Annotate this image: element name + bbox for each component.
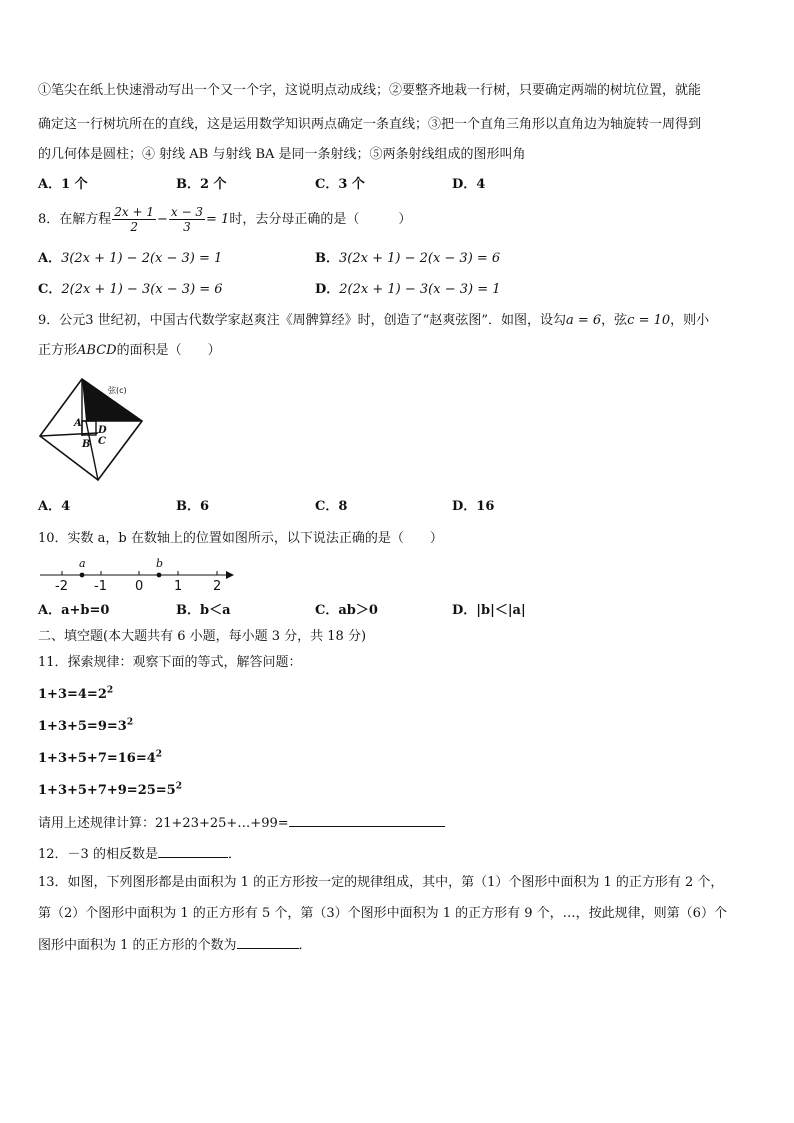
q9-option-a: A．4	[38, 499, 71, 514]
q13-end: ．	[298, 938, 312, 953]
q8-option-a-expr: 3(2x + 1) − 2(x − 3) = 1	[61, 251, 223, 266]
q11-eq-4-exp: 2	[175, 781, 182, 792]
q8-option-c-expr: 2(2x + 1) − 3(x − 3) = 6	[61, 282, 223, 297]
label-a: A	[74, 418, 82, 429]
q8-eq-rest: = 1	[206, 212, 230, 227]
q8-fraction-2	[169, 205, 205, 234]
q11-eq-1-exp: 2	[106, 685, 114, 696]
q10-stem: 10．实数 a，b 在数轴上的位置如图所示，以下说法正确的是（ ）	[38, 531, 443, 546]
q11-eq-3-lhs: 1+3+5+7=16=4	[38, 751, 156, 766]
q9-option-c: C．8	[315, 499, 348, 514]
q8-option-c	[38, 281, 223, 299]
q8-option-d-label: D．	[315, 282, 340, 297]
q8-option-d-expr: 2(2x + 1) − 3(x − 3) = 1	[339, 282, 501, 297]
q7-option-b: B．2 个	[176, 177, 227, 192]
q11-eq-1	[38, 686, 113, 704]
point-a	[80, 573, 85, 578]
q12-text: 12．－3 的相反数是	[38, 847, 158, 862]
q7-option-c: C．3 个	[315, 177, 365, 192]
q11-eq-3-exp: 2	[155, 749, 163, 760]
q8-option-a	[38, 250, 222, 268]
q9-option-d: D．16	[452, 499, 495, 514]
q11-ask	[38, 814, 445, 833]
q9-abcd: ABCD	[77, 343, 117, 358]
q8-suffix: 时，去分母正确的是（ ）	[229, 212, 412, 227]
q8-option-a-label: A．	[38, 251, 62, 266]
q11-eq-1-lhs: 1+3=4=2	[38, 687, 107, 702]
q11-title: 11．探索规律：观察下面的等式，解答问题：	[38, 655, 302, 670]
q13-answer-blank[interactable]	[237, 936, 299, 949]
q7-line1: ①笔尖在纸上快速滑动写出一个又一个字，这说明点动成线；②要整齐地栽一行树，只要确定两端的树坑位置，就能	[38, 83, 702, 98]
tick-label--2: -2	[55, 579, 68, 594]
q11-eq-4	[38, 782, 182, 800]
q11-ask-text: 请用上述规律计算：21+23+25+…+99=	[38, 816, 289, 831]
q7-option-d: D．4	[452, 177, 486, 192]
point-b-label: b	[156, 557, 164, 570]
q9-line2	[38, 342, 221, 360]
q11-eq-3	[38, 750, 162, 768]
q8-stem	[38, 204, 411, 236]
q12-stem	[38, 845, 241, 864]
q7-line3: 的几何体是圆柱；④ 射线 AB 与射线 BA 是同一条射线；⑤两条射线组成的图形叫角	[38, 147, 526, 162]
q11-eq-2-exp: 2	[126, 717, 134, 728]
section-2-heading: 二、填空题(本大题共有 6 小题，每小题 3 分，共 18 分)	[38, 629, 367, 644]
point-b	[157, 573, 162, 578]
zhao-shuang-diagram	[38, 376, 148, 482]
q11-eq-4-lhs: 1+3+5+7+9=25=5	[38, 783, 176, 798]
tick-label-2: 2	[213, 579, 222, 594]
label-d: D	[98, 425, 107, 436]
number-line-arrow	[226, 571, 234, 579]
q9-a-eq: a = 6	[565, 313, 602, 328]
q10-option-c: C．ab＞0	[315, 603, 378, 618]
q9-line1	[38, 312, 709, 330]
q10-option-a: A．a+b=0	[38, 603, 110, 618]
q13-line3	[38, 936, 312, 955]
q12-end: ．	[227, 847, 241, 862]
label-c: C	[98, 436, 106, 447]
q9-line1-b: ，弦	[601, 313, 628, 328]
q11-eq-2	[38, 718, 133, 736]
q13-line1: 13．如图，下列图形都是由面积为 1 的正方形按一定的规律组成，其中，第（1）个图形中面积为 1 的正方形有 2 个，	[38, 875, 724, 890]
q8-option-d	[315, 281, 501, 299]
q8-frac1-num: 2x + 1	[114, 205, 155, 219]
q8-frac2-num: x − 3	[170, 205, 204, 219]
label-chord: 弦(c)	[108, 386, 127, 395]
q8-frac1-den: 2	[130, 220, 138, 234]
q13-line2: 第（2）个图形中面积为 1 的正方形有 5 个，第（3）个图形中面积为 1 的正方形有 9 个，…，按此规律，则第（6）个	[38, 906, 727, 921]
q11-eq-2-lhs: 1+3+5=9=3	[38, 719, 127, 734]
q9-c-eq: c = 10	[627, 313, 671, 328]
q10-option-d: D．|b|＜|a|	[452, 603, 526, 618]
q8-prefix: 8．在解方程	[38, 212, 112, 227]
label-b: B	[82, 439, 91, 450]
q11-answer-blank[interactable]	[289, 814, 445, 827]
point-a-label: a	[79, 557, 86, 570]
number-line	[38, 556, 238, 596]
q9-line2-a: 正方形	[38, 343, 78, 358]
q10-option-b: B．b＜a	[176, 603, 231, 618]
q8-option-b-expr: 3(2x + 1) − 2(x − 3) = 6	[339, 251, 501, 266]
q8-fraction-1	[112, 205, 156, 234]
q9-line1-c: ，则小	[670, 313, 710, 328]
q8-option-c-label: C．	[38, 282, 62, 297]
q9-line1-a: 9．公元3 世纪初，中国古代数学家赵爽注《周髀算经》时，创造了“赵爽弦图”．如图，设勾	[38, 313, 566, 328]
q12-answer-blank[interactable]	[158, 845, 228, 858]
q8-minus: −	[157, 212, 168, 227]
q13-line3-text: 图形中面积为 1 的正方形的个数为	[38, 938, 237, 953]
q7-option-a: A．1 个	[38, 177, 88, 192]
q8-option-b	[315, 250, 500, 268]
q9-option-b: B．6	[176, 499, 210, 514]
q7-line2: 确定这一行树坑所在的直线，这是运用数学知识两点确定一条直线；③把一个直角三角形以直角边为轴旋转一周得到	[38, 117, 702, 132]
q8-option-b-label: B．	[315, 251, 339, 266]
tick-label--1: -1	[94, 579, 107, 594]
q9-line2-b: 的面积是（ ）	[116, 343, 221, 358]
tick-label-1: 1	[174, 579, 183, 594]
q8-frac2-den: 3	[183, 220, 191, 234]
tick-label-0: 0	[135, 579, 144, 594]
